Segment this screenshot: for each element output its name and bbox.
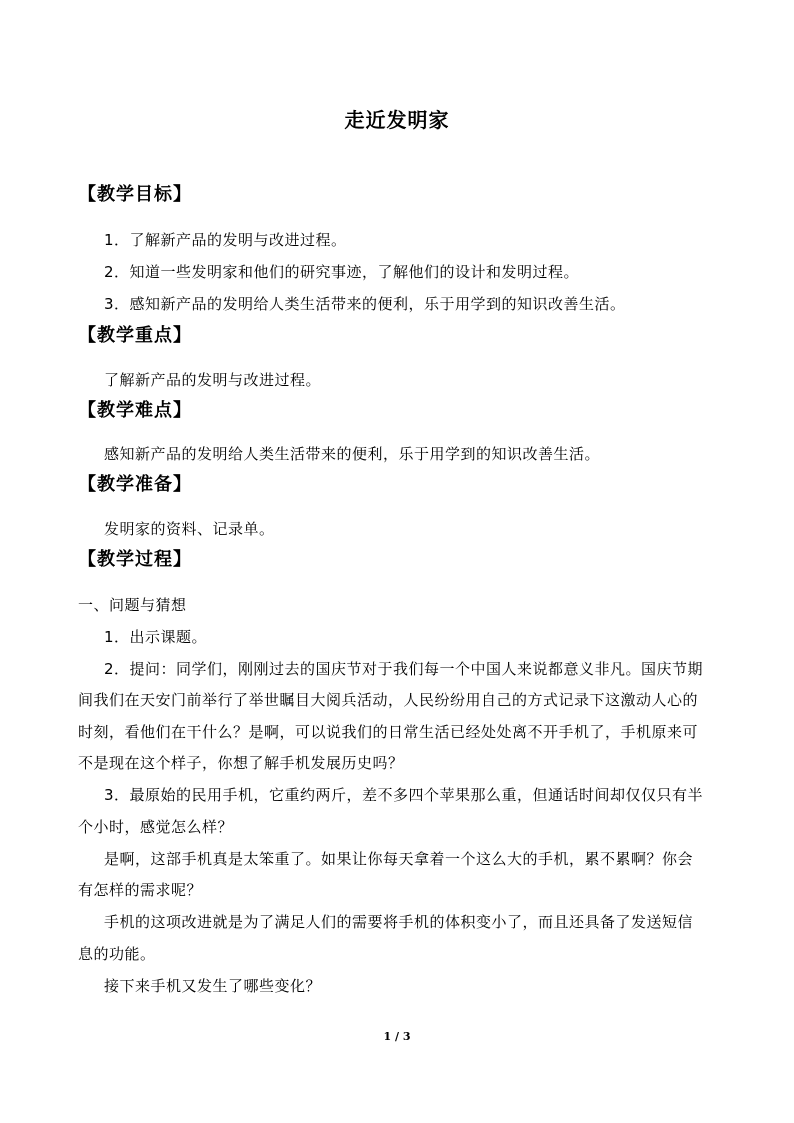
process-line: 接下来手机又发生了哪些变化？ [104,977,322,995]
page-title: 走近发明家 [344,108,450,132]
key-points-text: 了解新产品的发明与改进过程。 [104,371,322,389]
difficulties-text: 感知新产品的发明给人类生活带来的便利，乐于用学到的知识改善生活。 [104,445,601,463]
heading-preparation: 【教学准备】 [78,474,192,495]
process-line: 息的功能。 [78,945,156,963]
heading-objectives: 【教学目标】 [78,184,192,205]
heading-process: 【教学过程】 [78,549,192,570]
objective-item-1: 1．了解新产品的发明与改进过程。 [104,231,347,249]
process-line: 间我们在天安门前举行了举世瞩目大阅兵活动，人民纷纷用自己的方式记录下这激动人心的 [78,691,699,709]
process-line: 时刻，看他们在干什么？是啊，可以说我们的日常生活已经处处离不开手机了，手机原来可 [78,723,699,741]
process-line: 有怎样的需求呢？ [78,881,203,899]
objective-item-3: 3．感知新产品的发明给人类生活带来的便利，乐于用学到的知识改善生活。 [104,295,626,313]
heading-difficulties: 【教学难点】 [78,400,192,421]
process-line: 1．出示课题。 [104,628,208,646]
process-line: 是啊，这部手机真是太笨重了。如果让你每天拿着一个这么大的手机，累不累啊？你会 [104,850,694,868]
process-line: 2．提问：同学们，刚刚过去的国庆节对于我们每一个中国人来说都意义非凡。国庆节期 [104,660,704,678]
process-line: 个小时，感觉怎么样？ [78,818,234,836]
preparation-text: 发明家的资料、记录单。 [104,520,275,538]
process-line: 手机的这项改进就是为了满足人们的需要将手机的体积变小了，而且还具备了发送短信 [104,913,694,931]
process-line: 不是现在这个样子，你想了解手机发展历史吗？ [78,754,404,772]
process-line: 3．最原始的民用手机，它重约两斤，差不多四个苹果那么重，但通话时间却仅仅只有半 [104,786,704,804]
heading-key-points: 【教学重点】 [78,325,192,346]
process-part-1: 一、问题与猜想 [78,596,187,614]
objective-item-2: 2．知道一些发明家和他们的研究事迹，了解他们的设计和发明过程。 [104,263,580,281]
page-number: 1 / 3 [383,1030,411,1043]
